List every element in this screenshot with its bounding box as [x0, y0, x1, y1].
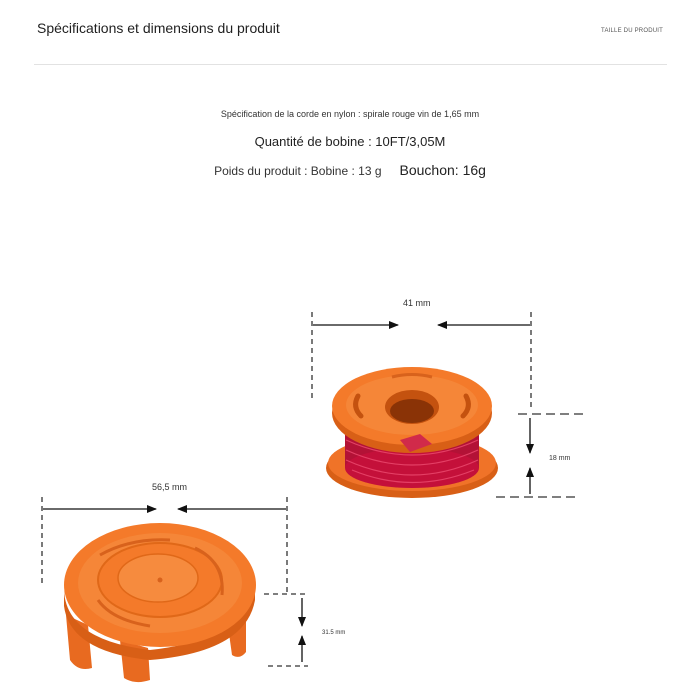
cap-width-label: 56,5 mm [152, 482, 188, 492]
page-title: Spécifications et dimensions du produit [37, 20, 280, 36]
spool-height-label: 18 mm [549, 455, 571, 462]
cap-height-dimension [264, 594, 308, 666]
spool-image [326, 367, 498, 498]
spool-height-dimension [496, 414, 588, 497]
cap-height-label: 31.5 mm [322, 630, 346, 636]
nylon-spec-text: Spécification de la corde en nylon : spirale rouge vin de 1,65 mm [220, 109, 480, 119]
cap-weight: Bouchon: 16g [399, 162, 486, 178]
cap-image [64, 523, 256, 682]
spool-width-label: 41 mm [403, 298, 431, 308]
product-size-tag: TAILLE DU PRODUIT [601, 28, 663, 34]
spool-weight: Poids du produit : Bobine : 13 g [214, 164, 382, 178]
spool-quantity-text: Quantité de bobine : 10FT/3,05M [254, 134, 446, 149]
